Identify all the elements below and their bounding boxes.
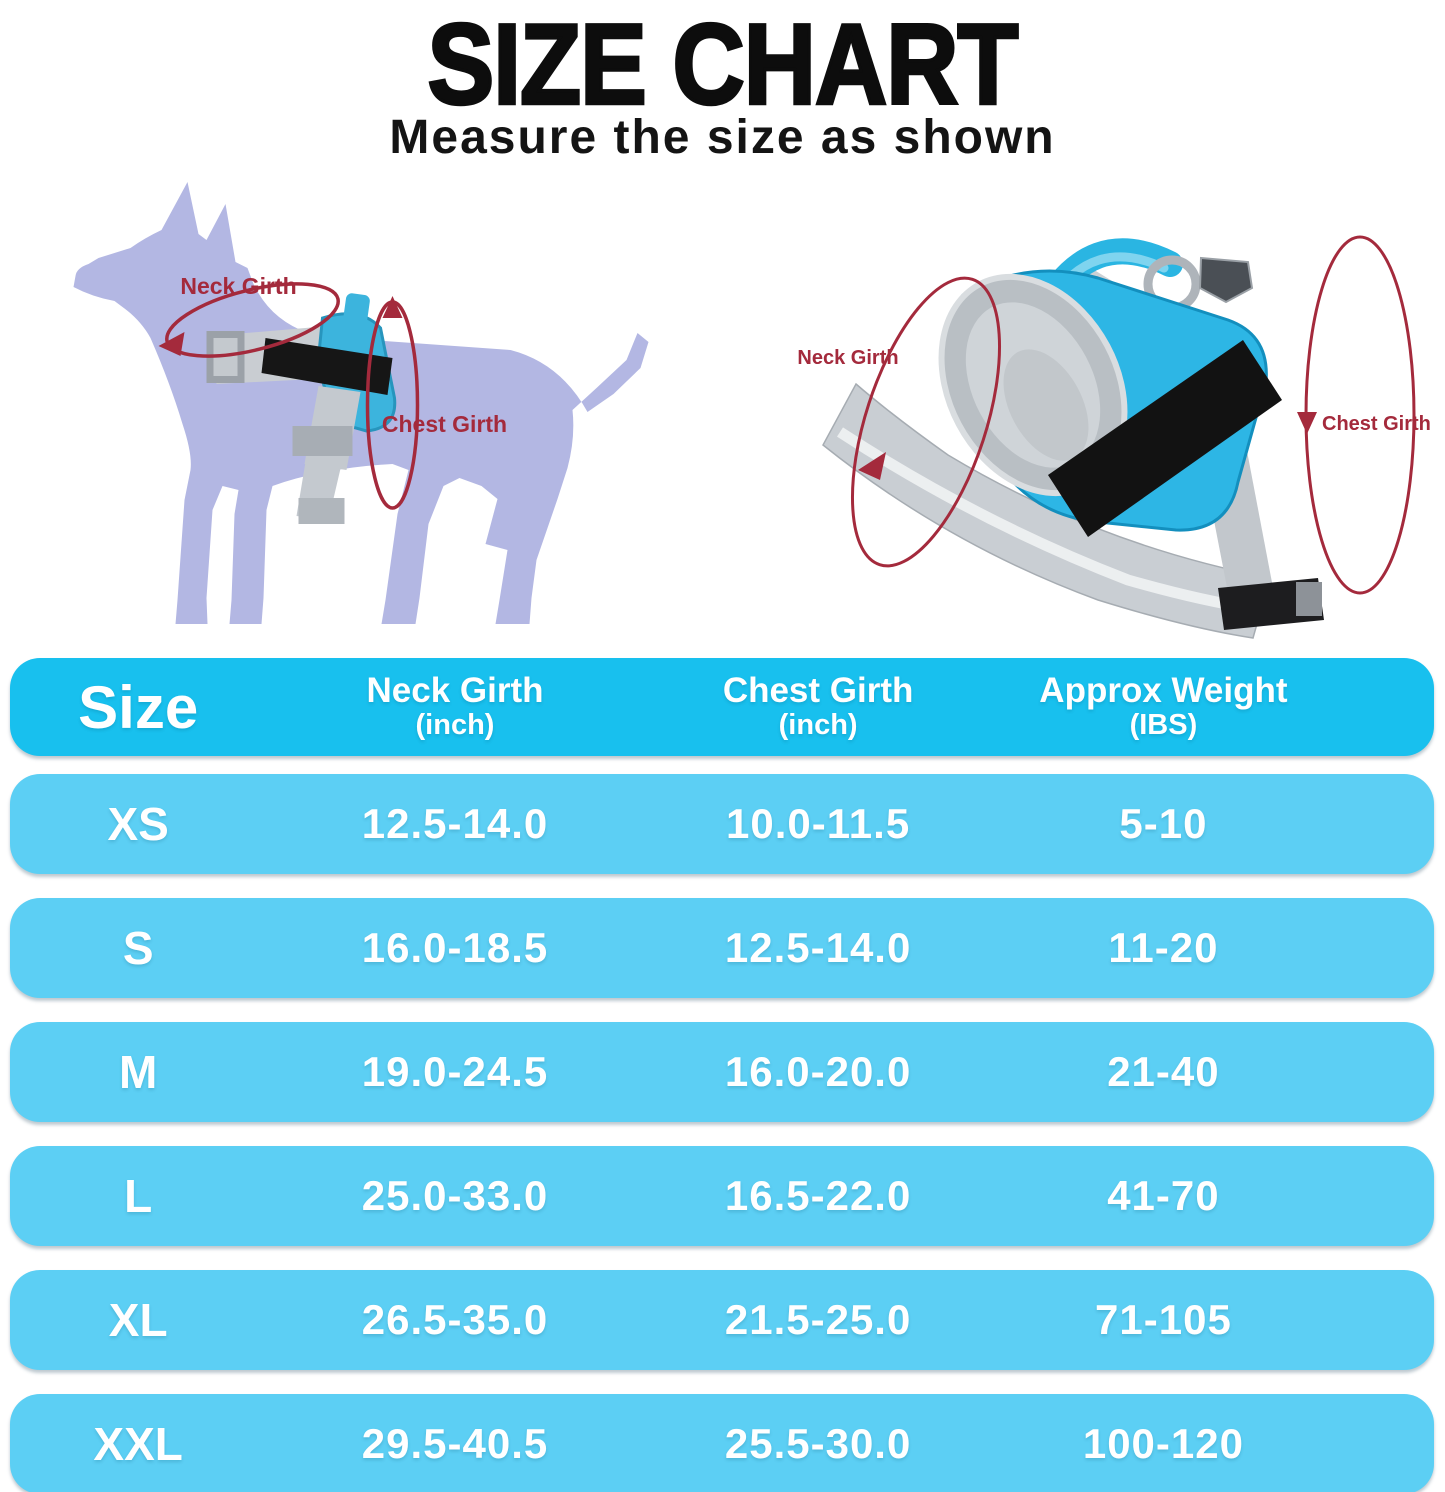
neck-girth-label: Neck Girth — [797, 347, 899, 369]
size-cell: XXL — [93, 1418, 183, 1470]
table-header-row — [10, 658, 1434, 756]
header-neck-unit: (inch) — [415, 709, 495, 742]
page-subtitle: Measure the size as shown — [389, 111, 1056, 164]
size-cell: S — [122, 922, 154, 974]
chest-girth-label: Chest Girth — [381, 411, 508, 437]
header-weight-title: Approx Weight — [1039, 671, 1288, 711]
header-chest — [644, 673, 993, 740]
chest-cell: 16.5-22.0 — [724, 1172, 912, 1219]
table-row-s — [10, 898, 1434, 998]
harness-strap-end — [299, 498, 345, 524]
header-size: Size — [78, 673, 199, 741]
table-row-xxl — [10, 1394, 1434, 1492]
chest-cell: 10.0-11.5 — [726, 800, 911, 847]
table-row-m — [10, 1022, 1434, 1122]
header-weight-unit: (IBS) — [1129, 709, 1198, 742]
table-row-xs — [10, 774, 1434, 874]
header-neck — [266, 673, 643, 740]
weight-cell: 21-40 — [1107, 1048, 1220, 1095]
neck-cell: 19.0-24.5 — [361, 1048, 549, 1095]
table-row-xl — [10, 1270, 1434, 1370]
harness-top-tab — [342, 292, 370, 327]
neck-girth-label: Neck Girth — [180, 273, 297, 299]
chest-cell: 12.5-14.0 — [724, 924, 912, 971]
header-neck-title: Neck Girth — [366, 671, 544, 711]
neck-cell: 29.5-40.5 — [361, 1420, 549, 1467]
size-cell: XS — [107, 798, 169, 850]
neck-cell: 16.0-18.5 — [361, 924, 549, 971]
size-table — [10, 658, 1434, 1492]
neck-cell: 26.5-35.0 — [361, 1296, 549, 1343]
chest-cell: 21.5-25.0 — [724, 1296, 912, 1343]
weight-cell: 71-105 — [1095, 1296, 1232, 1343]
dog-silhouette-diagram — [58, 168, 683, 648]
weight-cell: 41-70 — [1107, 1172, 1220, 1219]
chest-girth-arrowhead — [1297, 412, 1317, 434]
neck-cell: 25.0-33.0 — [361, 1172, 549, 1219]
table-row-l — [10, 1146, 1434, 1246]
chest-cell: 25.5-30.0 — [724, 1420, 912, 1467]
size-cell: L — [124, 1170, 153, 1222]
weight-cell: 5-10 — [1119, 800, 1208, 847]
page-title: SIZE CHART — [427, 1, 1018, 129]
size-cell: XL — [108, 1294, 168, 1346]
weight-cell: 11-20 — [1108, 924, 1219, 971]
harness-buckle-slider — [1296, 582, 1322, 616]
header-weight — [993, 673, 1335, 740]
neck-cell: 12.5-14.0 — [361, 800, 549, 847]
header-chest-title: Chest Girth — [722, 671, 914, 711]
weight-cell: 100-120 — [1082, 1420, 1244, 1467]
brand-badge — [1200, 258, 1252, 302]
harness-chest-buckle — [293, 426, 353, 456]
size-cell: M — [118, 1046, 158, 1098]
header-chest-unit: (inch) — [778, 709, 858, 742]
chest-cell: 16.0-20.0 — [724, 1048, 912, 1095]
harness-product-diagram — [798, 200, 1445, 632]
chest-girth-label: Chest Girth — [1322, 413, 1431, 435]
